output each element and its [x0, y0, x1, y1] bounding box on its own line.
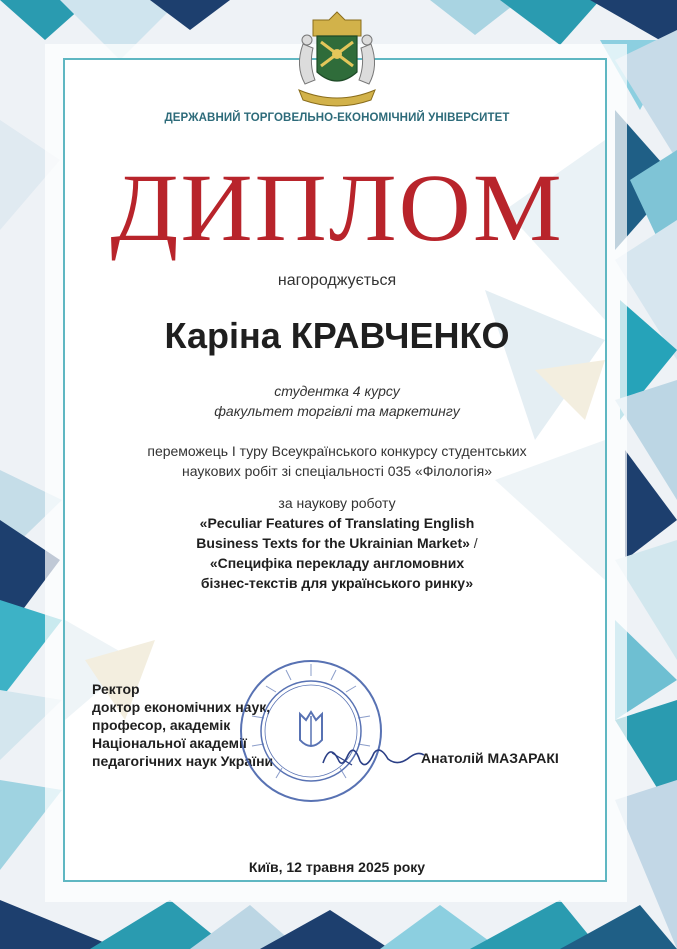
- winner-line: переможець І туру Всеукраїнського конкурсу студентських: [147, 443, 527, 459]
- signatory-line: Ректор: [92, 681, 140, 697]
- title-separator: /: [469, 535, 478, 551]
- signatory-line: професор, академік: [92, 717, 231, 733]
- work-title-ua-line: бізнес-текстів для українського ринку»: [200, 575, 474, 591]
- work-title-ua-line: «Специфіка перекладу англомовних: [209, 555, 465, 571]
- signatory-name: Анатолій МАЗАРАКІ: [421, 750, 559, 766]
- student-status: [63, 381, 611, 421]
- diploma-title: ДИПЛОМ: [110, 154, 564, 261]
- work-title-en-line: Business Texts for the Ukrainian Market»: [196, 535, 470, 551]
- signatory-line: Національної академії: [92, 735, 247, 751]
- status-line: студентка 4 курсу: [274, 383, 400, 399]
- issue-date: Київ, 12 травня 2025 року: [248, 859, 426, 875]
- winner-line: наукових робіт зі спеціальності 035 «Філологія»: [182, 463, 492, 479]
- university-name: ДЕРЖАВНИЙ ТОРГОВЕЛЬНО-ЕКОНОМІЧНИЙ УНІВЕРСИТЕТ: [164, 112, 510, 124]
- research-work: [63, 493, 611, 593]
- winner-statement: [63, 441, 611, 481]
- signatory-line: доктор економічних наук,: [92, 699, 271, 715]
- handwritten-signature-icon: [318, 735, 428, 775]
- signatory-line: педагогічних наук України: [92, 753, 274, 769]
- official-stamp-icon: [236, 656, 386, 806]
- work-intro: за наукову роботу: [278, 495, 396, 511]
- awarded-text: нагороджується: [277, 272, 397, 289]
- recipient-name: Каріна КРАВЧЕНКО: [164, 315, 510, 356]
- university-crest-icon: [291, 10, 383, 110]
- work-title-en-line: «Peculiar Features of Translating English: [199, 515, 475, 531]
- status-line: факультет торгівлі та маркетингу: [214, 403, 460, 419]
